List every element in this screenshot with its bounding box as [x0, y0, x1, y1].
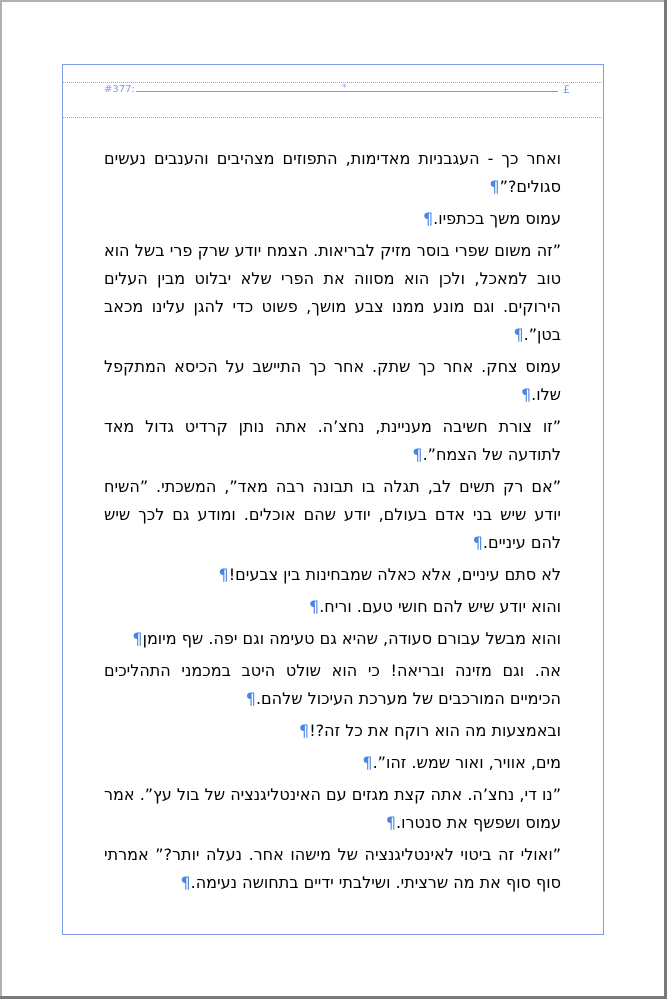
- pilcrow-icon: ¶: [489, 177, 500, 196]
- paragraph: [104, 717, 561, 745]
- paragraph-text: לא סתם עיניים, אלא כאלה שמבחינות בין צבעים!: [228, 565, 561, 584]
- pilcrow-icon: ¶: [299, 721, 310, 740]
- pilcrow-icon: ¶: [180, 873, 191, 892]
- paragraph-text: ”נו די, נחצ’ה. אתה קצת מגזים עם האינטליגנציה של בול עץ”. אמר עמוס ושפשף את סנטרו.: [104, 785, 561, 832]
- body-text[interactable]: [104, 145, 561, 901]
- page-number-marker: #377:: [104, 84, 135, 95]
- running-header: [104, 83, 570, 99]
- paragraph: [104, 625, 561, 653]
- paragraph: [104, 781, 561, 837]
- header-mid-marker: *: [342, 83, 347, 93]
- pilcrow-icon: ¶: [309, 597, 320, 616]
- pilcrow-icon: ¶: [362, 753, 373, 772]
- header-end-marker: £: [563, 83, 570, 96]
- paragraph-text: ”זה משום שפרי בוסר מזיק לבריאות. הצמח יודע שרק פרי בשל הוא טוב למאכל, ולכן הוא מסווה את הפרי שלא יבלוט מבין העלים הירוקים. וגם מונע ממנו צבע מושך, פשוט כדי להגן עלינו מכאב בטן”.: [104, 241, 561, 344]
- paragraph: [104, 413, 561, 469]
- paragraph: [104, 237, 561, 349]
- paragraph: [104, 841, 561, 897]
- header-rule: [136, 91, 558, 92]
- paragraph-text: מים, אוויר, ואור שמש. זהו”.: [372, 753, 561, 772]
- paragraph: [104, 593, 561, 621]
- paragraph-text: ”זו צורת חשיבה מעניינת, נחצ’ה. אתה נותן קרדיט גדול מאד לתודעה של הצמח”.: [104, 417, 561, 464]
- paragraph-text: ובאמצעות מה הוא רוקח את כל זה?!: [309, 721, 561, 740]
- pilcrow-icon: ¶: [513, 325, 524, 344]
- pilcrow-icon: ¶: [132, 629, 143, 648]
- paragraph: [104, 205, 561, 233]
- paragraph-text: ואחר כך - העגבניות מאדימות, התפוזים מצהיבים והענבים נעשים סגולים?”: [104, 149, 561, 196]
- paragraph-text: והוא יודע שיש להם חושי טעם. וריח.: [319, 597, 561, 616]
- paragraph-text: עמוס משך בכתפיו.: [433, 209, 561, 228]
- paragraph: [104, 749, 561, 777]
- paragraph-text: והוא מבשל עבורם סעודה, שהיא גם טעימה וגם יפה. שף מיומן: [142, 629, 561, 648]
- pilcrow-icon: ¶: [218, 565, 229, 584]
- pilcrow-icon: ¶: [385, 813, 396, 832]
- header-guide-bottom: [62, 117, 604, 118]
- paragraph-text: אה. וגם מזינה ובריאה! כי הוא שולט היטב במכמני התהליכים הכימיים המורכבים של מערכת העיכול שלהם.: [104, 661, 561, 708]
- paragraph-text: עמוס צחק. אחר כך שתק. אחר כך התיישב על הכיסא המתקפל שלו.: [104, 357, 561, 404]
- paragraph-text: ”אם רק תשים לב, תגלה בו תבונה רבה מאד”, המשכתי. ”השיח יודע שיש בני אדם בעולם, יודע שהם אוכלים. ומודע גם לכך שיש להם עיניים.: [104, 477, 561, 552]
- paragraph: [104, 145, 561, 201]
- pilcrow-icon: ¶: [245, 689, 256, 708]
- pilcrow-icon: ¶: [412, 445, 423, 464]
- paragraph: [104, 473, 561, 557]
- pilcrow-icon: ¶: [472, 533, 483, 552]
- paragraph-text: ”ואולי זה ביטוי לאינטליגנציה של מישהו אחר. נעלה יותר?” אמרתי סוף סוף את מה שרציתי. ושילבתי ידיים בתחושה נעימה.: [104, 845, 561, 892]
- paragraph: [104, 353, 561, 409]
- pilcrow-icon: ¶: [422, 209, 434, 228]
- paragraph: [104, 561, 561, 589]
- pilcrow-icon: ¶: [520, 385, 532, 404]
- paragraph: [104, 657, 561, 713]
